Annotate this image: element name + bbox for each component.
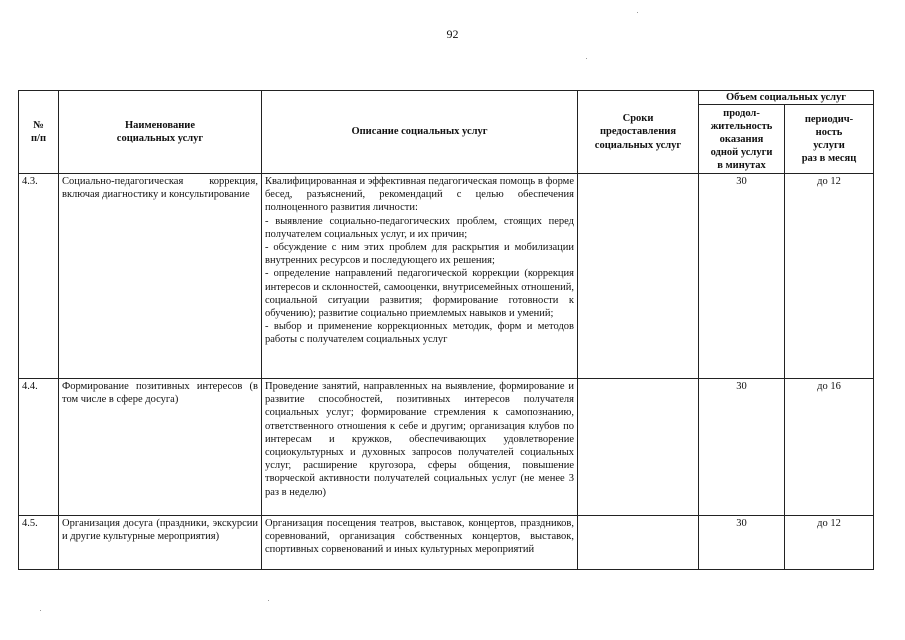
service-name: Организация досуга (праздники, экскурсии и другие культурные мероприятия) xyxy=(59,516,262,570)
social-services-table xyxy=(18,90,874,570)
table-row xyxy=(19,174,874,379)
service-terms xyxy=(578,379,699,516)
service-duration: 30 xyxy=(699,174,785,379)
header-row-top xyxy=(19,91,874,105)
header-duration: продол- жительность оказания одной услуги в минутах xyxy=(699,105,785,174)
page-number: 92 xyxy=(446,27,459,41)
service-duration: 30 xyxy=(699,379,785,516)
service-description: Квалифицированная и эффективная педагогическая помощь в форме бесед, разъяснений, рекомендаций с целью обеспечения полноценного развития личности: - выявление социально-педагогических проблем, стоящих перед получателем социальных услуг, и их причин; - обсуждение с ним этих проблем для раскрытия и мобилизации внутренних ресурсов и последующего их решения; - определение направлений педагогической коррекции (коррекция интересов и склонностей, самооценки, внутрисемейных отношений, социальной ситуации развития; формирование готовности к обучению); развитие социально приемлемых навыков и умений; - выбор и применение коррекционных методик, форм и методов работы с получателем социальных услуг xyxy=(262,174,578,379)
service-name: Социально-педагогическая коррекция, включая диагностику и консультирование xyxy=(59,174,262,379)
service-description: Организация посещения театров, выставок, концертов, праздников, соревнований, организация собственных концертов, выставок, спортивных сорвенований и иных культурных мероприятий xyxy=(262,516,578,570)
service-description: Проведение занятий, направленных на выявление, формирование и развитие способностей, позитивных интересов получателя социальных услуг; формирование стремления к самопознанию, ответственного отношения к себе и другим; организация клубов по интересам и кружков, обеспечивающих удовлетворение социокультурных и духовных запросов получателей социальных услуг, расширение кругозора, сферы общения, повышение творческой активности получателей социальных услуг (не менее 3 раз в неделю) xyxy=(262,379,578,516)
service-periodicity: до 16 xyxy=(785,379,874,516)
service-name: Формирование позитивных интересов (в том числе в сфере досуга) xyxy=(59,379,262,516)
header-periodicity: периодич- ность услуги раз в месяц xyxy=(785,105,874,174)
header-terms: Сроки предоставления социальных услуг xyxy=(578,91,699,174)
service-periodicity: до 12 xyxy=(785,174,874,379)
scan-speck xyxy=(40,610,41,611)
row-number: 4.4. xyxy=(19,379,59,516)
service-duration: 30 xyxy=(699,516,785,570)
header-num: № п/п xyxy=(19,91,59,174)
scan-speck xyxy=(268,600,269,601)
service-terms xyxy=(578,516,699,570)
row-number: 4.3. xyxy=(19,174,59,379)
table-row xyxy=(19,516,874,570)
header-volume: Объем социальных услуг xyxy=(699,91,874,105)
scan-speck xyxy=(637,12,638,13)
header-description: Описание социальных услуг xyxy=(262,91,578,174)
header-name: Наименование социальных услуг xyxy=(59,91,262,174)
service-periodicity: до 12 xyxy=(785,516,874,570)
table-row xyxy=(19,379,874,516)
service-terms xyxy=(578,174,699,379)
scan-speck xyxy=(586,58,587,59)
row-number: 4.5. xyxy=(19,516,59,570)
